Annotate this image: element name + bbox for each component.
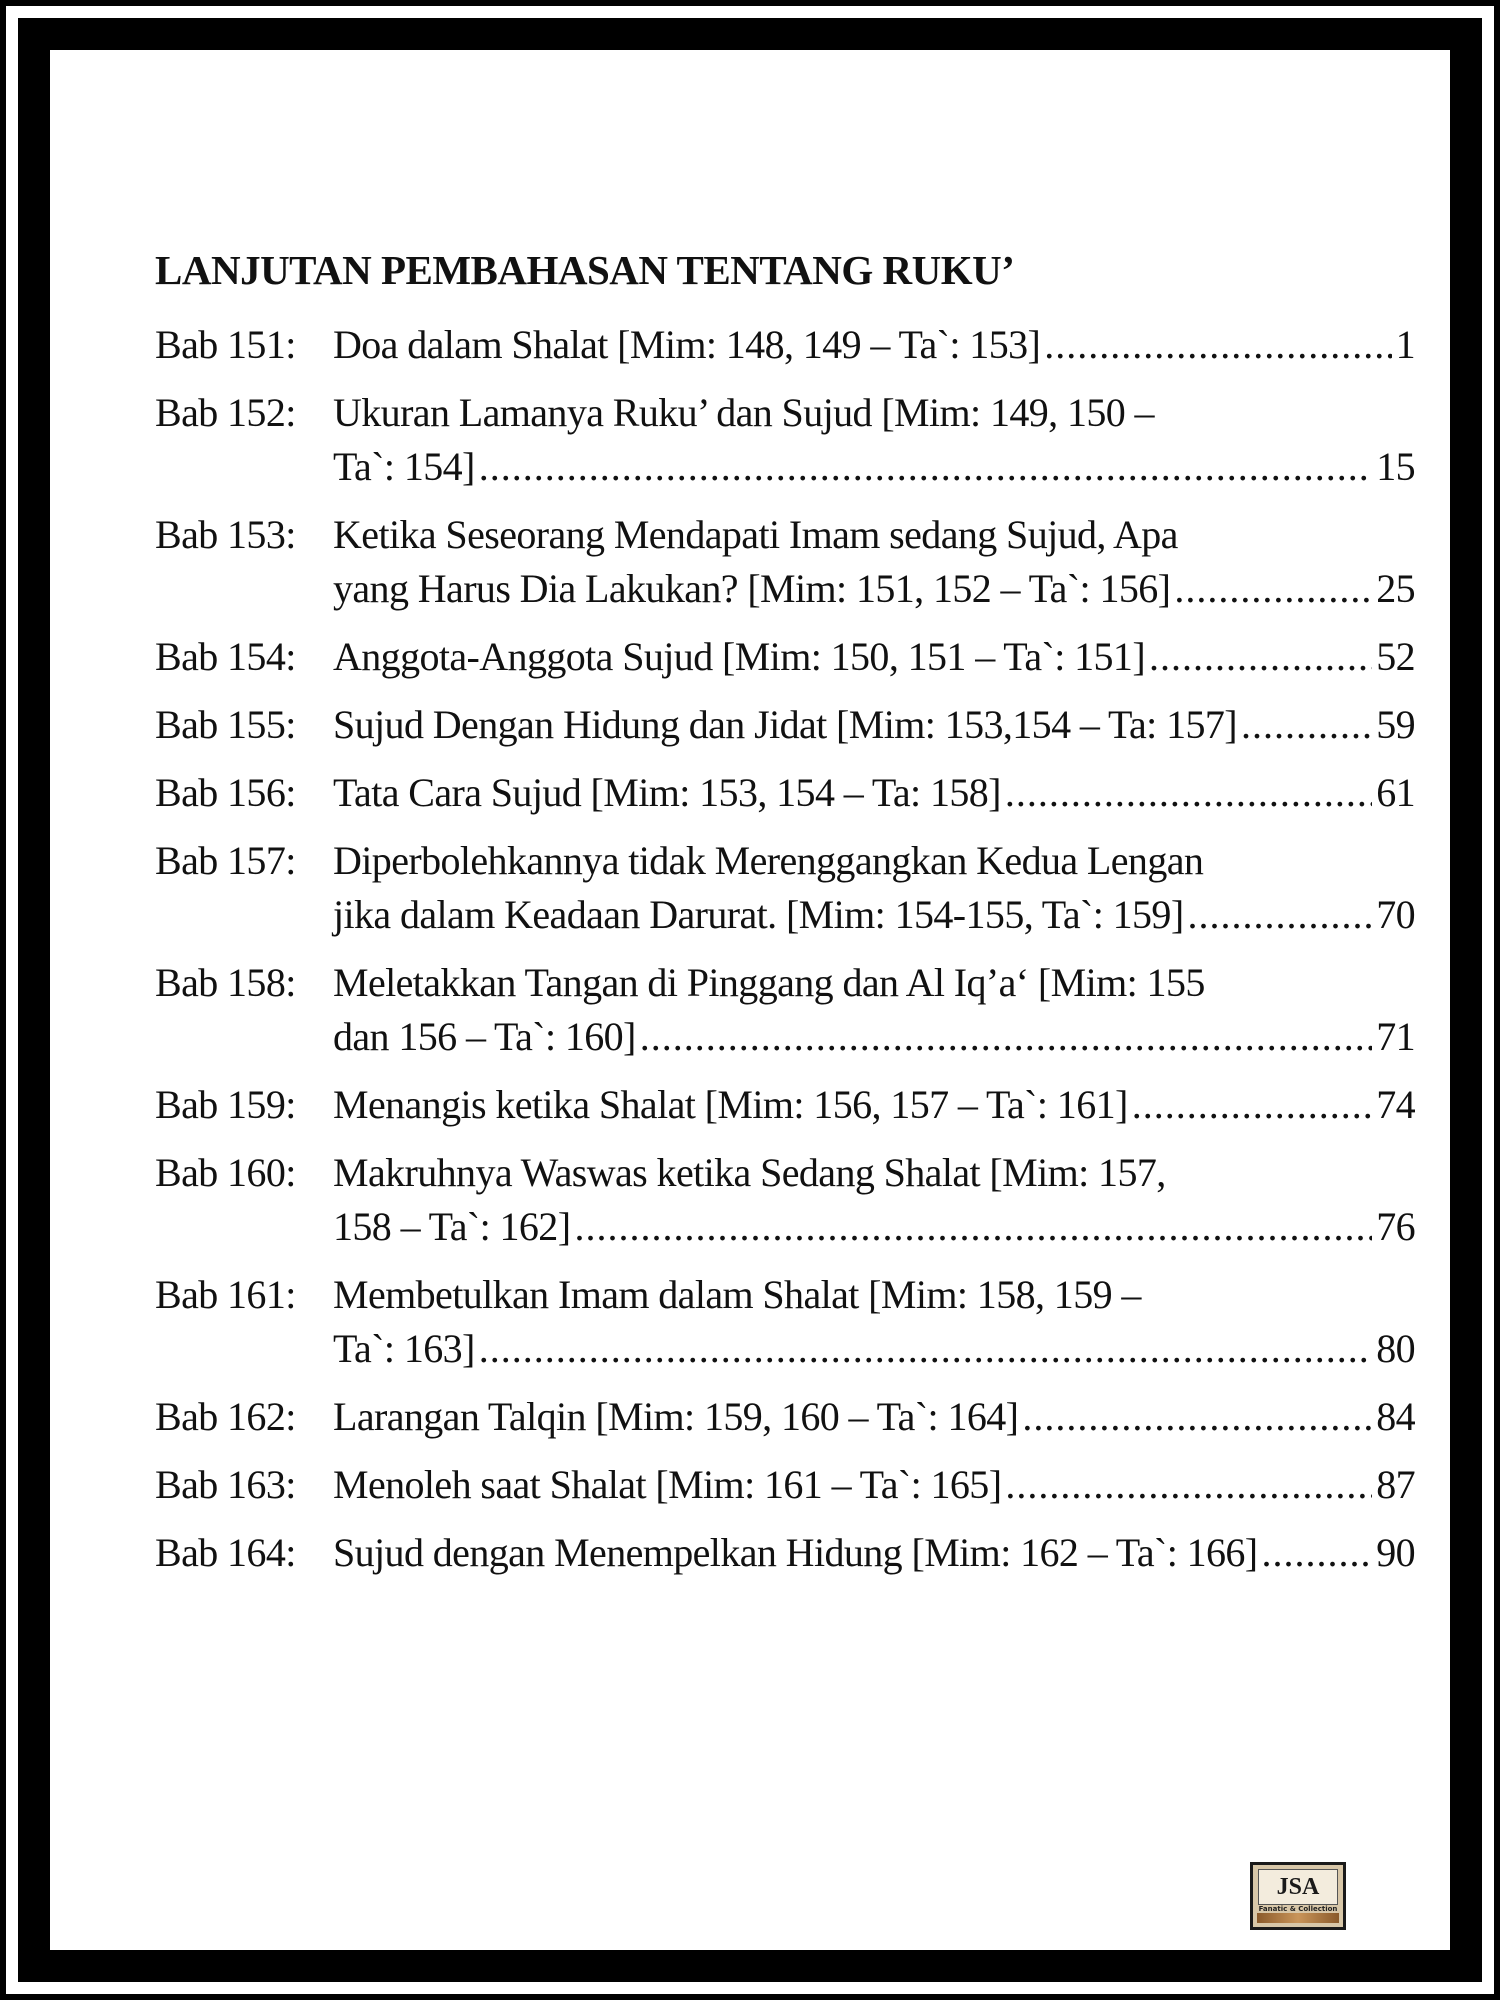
chapter-number: Bab 163: (155, 1462, 296, 1507)
page-number: 61 (1376, 770, 1415, 815)
dot-leader (1022, 1390, 1372, 1444)
chapter-body (333, 956, 1415, 1064)
toc-entry (155, 956, 1415, 1064)
chapter-number: Bab 154: (155, 634, 296, 679)
toc-entry (155, 318, 1415, 372)
dot-leader (1044, 318, 1391, 372)
chapter-body (333, 1526, 1415, 1580)
dot-leader (1241, 698, 1372, 752)
chapter-title-line: Ta`: 163] (333, 1326, 475, 1371)
chapter-body (333, 698, 1415, 752)
chapter-body (333, 1458, 1415, 1512)
outer-frame (6, 6, 1494, 1994)
page-number: 59 (1376, 702, 1415, 747)
chapter-title-line: Menangis ketika Shalat [Mim: 156, 157 – Ta`: 161] (333, 1082, 1128, 1127)
logo-subtitle: Fanatic & Collection (1258, 1905, 1338, 1913)
toc-entry (155, 698, 1415, 752)
chapter-number: Bab 152: (155, 390, 296, 435)
page-number: 25 (1376, 566, 1415, 611)
chapter-title-line: dan 156 – Ta`: 160] (333, 1014, 636, 1059)
chapter-title-line: 158 – Ta`: 162] (333, 1204, 571, 1249)
chapter-body (333, 1146, 1415, 1254)
chapter-title-line: yang Harus Dia Lakukan? [Mim: 151, 152 – Ta`: 156] (333, 566, 1171, 611)
chapter-title-last-line (333, 1458, 1415, 1512)
page-number: 90 (1376, 1530, 1415, 1575)
chapter-number: Bab 161: (155, 1272, 296, 1317)
chapter-title-last-line (333, 1390, 1415, 1444)
dot-leader (1174, 562, 1372, 616)
chapter-title-line: Anggota-Anggota Sujud [Mim: 150, 151 – Ta`: 151] (333, 634, 1146, 679)
table-of-contents (155, 318, 1415, 1594)
chapter-number: Bab 157: (155, 838, 296, 883)
dot-leader (479, 1322, 1372, 1376)
dot-leader (1262, 1526, 1373, 1580)
chapter-title-last-line (333, 698, 1415, 752)
chapter-number: Bab 159: (155, 1082, 296, 1127)
page-number: 70 (1376, 892, 1415, 937)
dot-leader (1188, 888, 1373, 942)
page-number: 52 (1376, 634, 1415, 679)
chapter-title-last-line (333, 888, 1415, 942)
logo-bar (1257, 1913, 1339, 1923)
toc-entry (155, 630, 1415, 684)
chapter-number: Bab 153: (155, 512, 296, 557)
chapter-body (333, 508, 1415, 616)
dot-leader (1149, 630, 1372, 684)
inner-frame (18, 18, 1482, 1982)
chapter-number: Bab 164: (155, 1530, 296, 1575)
chapter-title-line: Membetulkan Imam dalam Shalat [Mim: 158, 159 – (333, 1272, 1141, 1317)
page-paper (50, 50, 1450, 1950)
chapter-title-line: Tata Cara Sujud [Mim: 153, 154 – Ta: 158] (333, 770, 1001, 815)
chapter-title-last-line (333, 440, 1415, 494)
chapter-title-last-line (333, 630, 1415, 684)
dot-leader (640, 1010, 1372, 1064)
dot-leader (574, 1200, 1372, 1254)
chapter-body (333, 766, 1415, 820)
toc-entry (155, 1268, 1415, 1376)
chapter-title-last-line (333, 766, 1415, 820)
chapter-title-last-line (333, 1322, 1415, 1376)
chapter-number: Bab 158: (155, 960, 296, 1005)
page-number: 1 (1395, 322, 1415, 367)
chapter-title-line: Ketika Seseorang Mendapati Imam sedang Sujud, Apa (333, 512, 1178, 557)
chapter-number: Bab 162: (155, 1394, 296, 1439)
chapter-title-line: Diperbolehkannya tidak Merenggangkan Kedua Lengan (333, 838, 1204, 883)
chapter-title-line: Doa dalam Shalat [Mim: 148, 149 – Ta`: 153] (333, 322, 1041, 367)
chapter-title-line: Sujud Dengan Hidung dan Jidat [Mim: 153,154 – Ta: 157] (333, 702, 1237, 747)
toc-entry (155, 1458, 1415, 1512)
chapter-title-line: Menoleh saat Shalat [Mim: 161 – Ta`: 165] (333, 1462, 1002, 1507)
chapter-title-last-line (333, 318, 1415, 372)
dot-leader (1132, 1078, 1372, 1132)
page-number: 76 (1376, 1204, 1415, 1249)
page-title: LANJUTAN PEMBAHASAN TENTANG RUKU’ (155, 247, 1015, 293)
dot-leader (1005, 1458, 1372, 1512)
chapter-number: Bab 155: (155, 702, 296, 747)
page-number: 15 (1376, 444, 1415, 489)
chapter-number: Bab 160: (155, 1150, 296, 1195)
page-number: 71 (1376, 1014, 1415, 1059)
jsa-logo (1250, 1862, 1346, 1930)
logo-text: JSA (1258, 1869, 1338, 1905)
chapter-title-last-line (333, 1526, 1415, 1580)
chapter-body (333, 1078, 1415, 1132)
chapter-title-line: Makruhnya Waswas ketika Sedang Shalat [Mim: 157, (333, 1150, 1166, 1195)
chapter-body (333, 834, 1415, 942)
toc-entry (155, 1146, 1415, 1254)
toc-entry (155, 1526, 1415, 1580)
page-number: 87 (1376, 1462, 1415, 1507)
page-number: 84 (1376, 1394, 1415, 1439)
toc-entry (155, 508, 1415, 616)
dot-leader (1005, 766, 1372, 820)
dot-leader (479, 440, 1372, 494)
chapter-title-line: Meletakkan Tangan di Pinggang dan Al Iq’a‘ [Mim: 155 (333, 960, 1205, 1005)
chapter-title-line: jika dalam Keadaan Darurat. [Mim: 154-155, Ta`: 159] (333, 892, 1184, 937)
toc-entry (155, 766, 1415, 820)
chapter-title-line: Ukuran Lamanya Ruku’ dan Sujud [Mim: 149, 150 – (333, 390, 1154, 435)
toc-entry (155, 1078, 1415, 1132)
chapter-body (333, 1268, 1415, 1376)
page-number: 80 (1376, 1326, 1415, 1371)
chapter-title-line: Larangan Talqin [Mim: 159, 160 – Ta`: 164] (333, 1394, 1019, 1439)
toc-entry (155, 386, 1415, 494)
toc-entry (155, 1390, 1415, 1444)
chapter-title-last-line (333, 1078, 1415, 1132)
chapter-title-line: Ta`: 154] (333, 444, 475, 489)
chapter-number: Bab 151: (155, 322, 296, 367)
chapter-title-last-line (333, 1010, 1415, 1064)
chapter-title-last-line (333, 1200, 1415, 1254)
chapter-number: Bab 156: (155, 770, 296, 815)
chapter-body (333, 630, 1415, 684)
chapter-title-last-line (333, 562, 1415, 616)
toc-entry (155, 834, 1415, 942)
chapter-body (333, 1390, 1415, 1444)
chapter-title-line: Sujud dengan Menempelkan Hidung [Mim: 162 – Ta`: 166] (333, 1530, 1258, 1575)
chapter-body (333, 318, 1415, 372)
chapter-body (333, 386, 1415, 494)
page-number: 74 (1376, 1082, 1415, 1127)
